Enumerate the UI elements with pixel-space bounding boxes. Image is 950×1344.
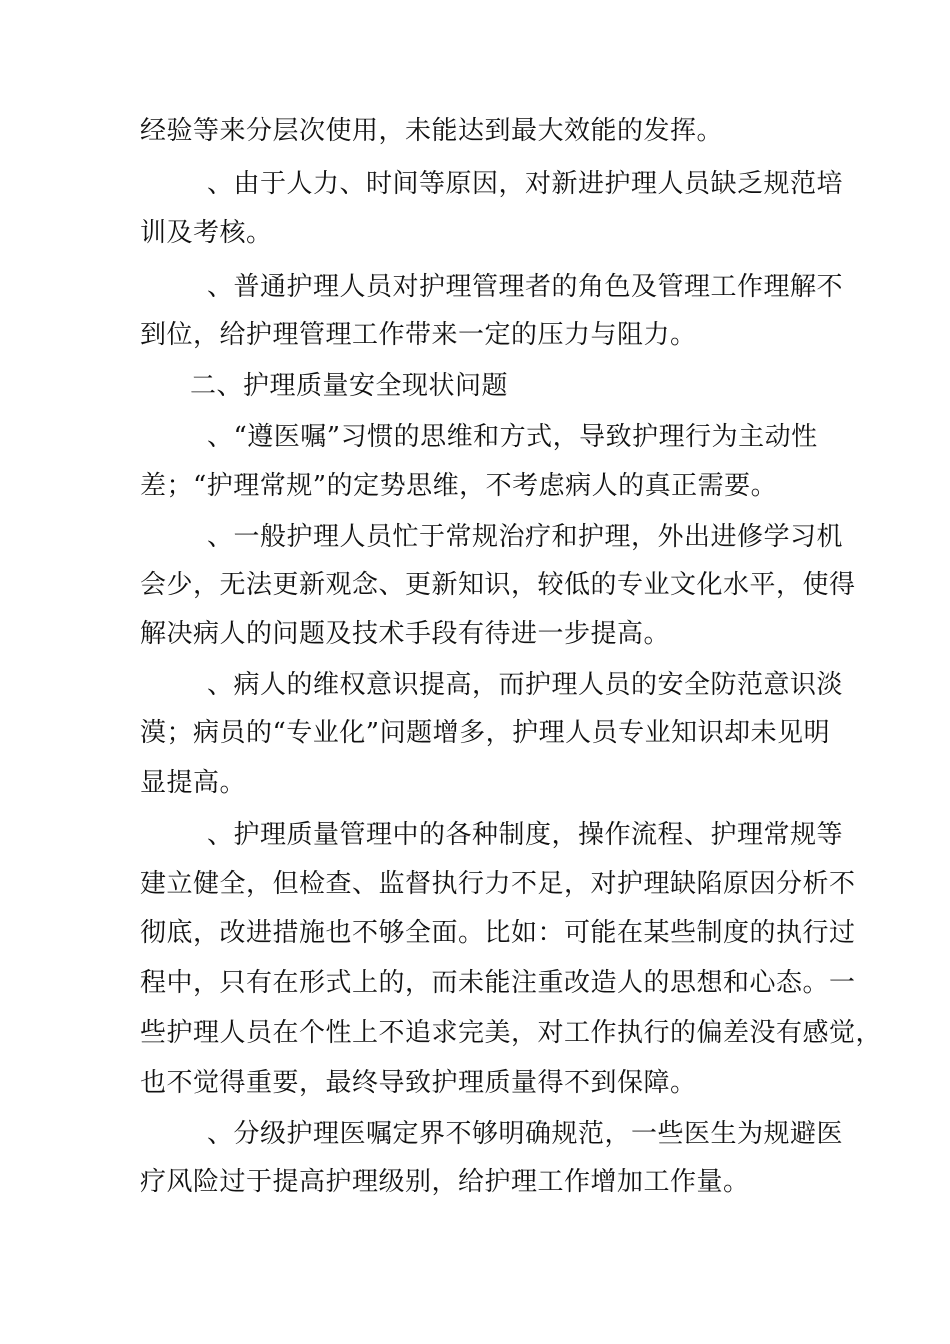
- text-line: 些护理人员在个性上不追求完美，对工作执行的偏差没有感觉，: [140, 1018, 883, 1048]
- text-line: 、分级护理医嘱定界不够明确规范，一些医生为规避医: [207, 1119, 844, 1149]
- text-line: 、“遵医嘱”习惯的思维和方式，导致护理行为主动性: [207, 422, 818, 452]
- text-line: 训及考核。: [140, 218, 273, 248]
- text-line: 、普通护理人员对护理管理者的角色及管理工作理解不: [207, 272, 844, 302]
- text-line: 疗风险过于提高护理级别，给护理工作增加工作量。: [140, 1167, 750, 1197]
- text-line: 、一般护理人员忙于常规治疗和护理，外出进修学习机: [207, 522, 844, 552]
- text-line: 显提高。: [140, 768, 247, 798]
- section-heading: 二、护理质量安全现状问题: [190, 371, 509, 401]
- text-line: 建立健全，但检查、监督执行力不足，对护理缺陷原因分析不: [140, 869, 856, 899]
- text-line: 差；“护理常规”的定势思维，不考虑病人的真正需要。: [140, 471, 778, 501]
- text-line: 解决病人的问题及技术手段有待进一步提高。: [140, 619, 671, 649]
- text-line: 经验等来分层次使用，未能达到最大效能的发挥。: [140, 116, 724, 146]
- text-line: 、由于人力、时间等原因，对新进护理人员缺乏规范培: [207, 169, 844, 199]
- text-line: 漠；病员的“专业化”问题增多，护理人员专业知识却未见明: [140, 718, 831, 748]
- text-line: 会少，无法更新观念、更新知识，较低的专业文化水平，使得: [140, 570, 856, 600]
- text-line: 程中，只有在形式上的，而未能注重改造人的思想和心态。一: [140, 968, 856, 998]
- text-line: 、护理质量管理中的各种制度，操作流程、护理常规等: [207, 820, 844, 850]
- text-line: 也不觉得重要，最终导致护理质量得不到保障。: [140, 1068, 697, 1098]
- text-line: 到位，给护理管理工作带来一定的压力与阻力。: [140, 320, 697, 350]
- text-line: 、病人的维权意识提高，而护理人员的安全防范意识淡: [207, 670, 844, 700]
- text-line: 彻底，改进措施也不够全面。比如：可能在某些制度的执行过: [140, 918, 856, 948]
